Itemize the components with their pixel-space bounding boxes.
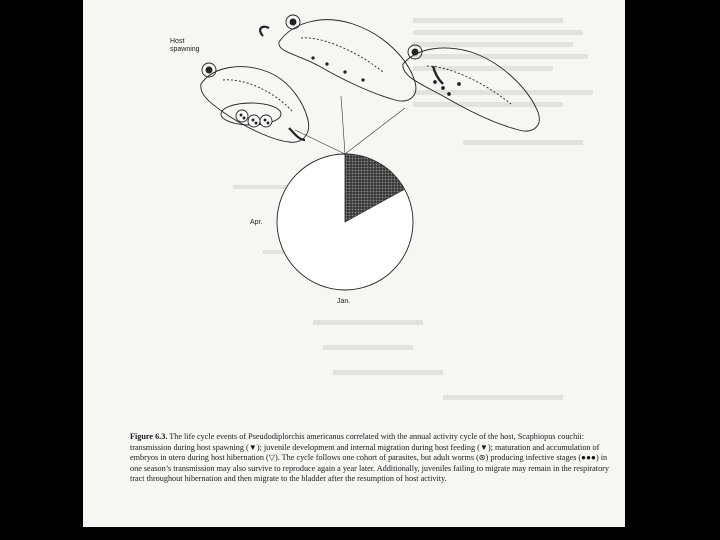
connector-lines bbox=[295, 96, 405, 154]
scanned-page bbox=[83, 0, 625, 527]
caption-figure-number: Figure 6.3. bbox=[130, 432, 168, 441]
month-label-jan: Jan. bbox=[337, 298, 351, 305]
caption-text: The life cycle events of Pseudodiplorchis americanus correlated with the annual activity cycle of the host, Scaphiopus couchii: transmission during host spawning (▼); juvenile development and internal migration during host feeding (▼); maturation and accumulation of embryos in utero during host hibernation (▽). The cycle follows one cohort of parasites, but adult worms (⊛) producing infective stages (●●●) in one season’s transmission may also survive to reproduce again a year later. Additionally, juveniles failing to migrate may remain in the respiratory tract throughout hibernation and then migrate to the bladder after the resumption of host activity. bbox=[130, 432, 609, 484]
frog-spawning-illustration bbox=[201, 63, 309, 142]
frog-invasion-illustration bbox=[260, 15, 416, 101]
frog-migration-illustration bbox=[403, 45, 539, 131]
annual-cycle-circle bbox=[277, 154, 413, 290]
host-spawning-label-line1: Host bbox=[170, 38, 185, 45]
host-spawning-label-line2: spawning bbox=[170, 46, 200, 53]
figure-caption bbox=[130, 432, 610, 485]
month-label-apr: Apr. bbox=[250, 219, 263, 226]
